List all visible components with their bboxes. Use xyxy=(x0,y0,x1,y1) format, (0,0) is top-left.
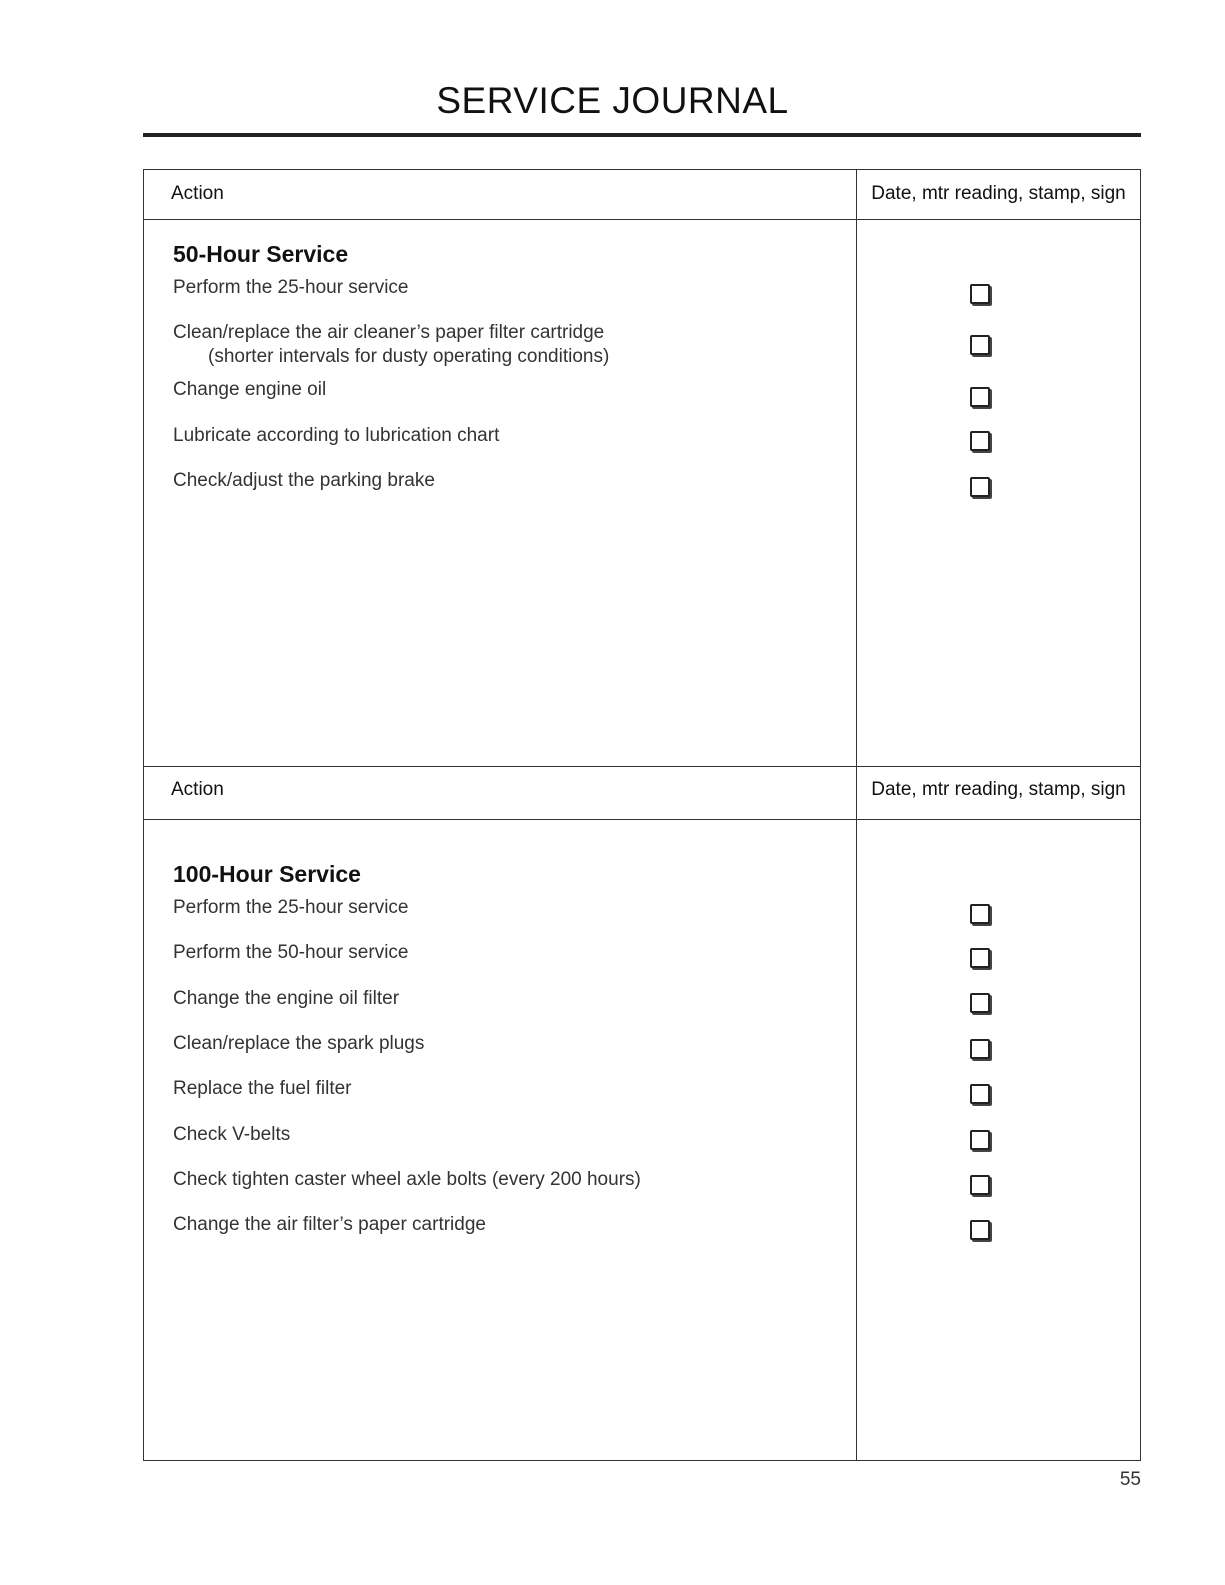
checkbox[interactable] xyxy=(970,1220,990,1240)
list-item: Change engine oil xyxy=(173,379,327,400)
page-number: 55 xyxy=(1119,1469,1141,1490)
header-date-label: Date, mtr reading, stamp, sign xyxy=(871,779,1126,800)
list-item: Lubricate according to lubrication chart xyxy=(173,425,500,446)
section-divider xyxy=(144,766,1140,767)
checkbox[interactable] xyxy=(970,1175,990,1195)
section-title-100-hour: 100-Hour Service xyxy=(173,861,361,887)
header-action-label: Action xyxy=(171,779,224,800)
checkbox[interactable] xyxy=(970,993,990,1013)
list-item: Perform the 50-hour service xyxy=(173,942,409,963)
checkbox[interactable] xyxy=(970,1039,990,1059)
list-item: Replace the fuel filter xyxy=(173,1078,352,1099)
list-item xyxy=(173,321,609,369)
list-item: Change the engine oil filter xyxy=(173,988,400,1009)
checkbox[interactable] xyxy=(970,1130,990,1150)
checkbox[interactable] xyxy=(970,431,990,451)
checkbox[interactable] xyxy=(970,948,990,968)
list-item: Check tighten caster wheel axle bolts (every 200 hours) xyxy=(173,1169,641,1190)
list-item: Perform the 25-hour service xyxy=(173,897,409,918)
header-divider-2 xyxy=(144,819,1140,820)
header-divider-1 xyxy=(144,219,1140,220)
list-item: Change the air filter’s paper cartridge xyxy=(173,1214,486,1235)
list-item-text: Clean/replace the air cleaner’s paper filter cartridge xyxy=(173,322,605,343)
service-journal-table xyxy=(143,169,1141,1461)
list-item: Check/adjust the parking brake xyxy=(173,470,435,491)
checkbox[interactable] xyxy=(970,335,990,355)
checkbox[interactable] xyxy=(970,904,990,924)
header-date-label: Date, mtr reading, stamp, sign xyxy=(871,183,1126,204)
list-item: Perform the 25-hour service xyxy=(173,277,409,298)
page-title: SERVICE JOURNAL xyxy=(436,80,789,121)
column-divider xyxy=(856,170,857,1460)
checkbox[interactable] xyxy=(970,1084,990,1104)
list-item: Check V-belts xyxy=(173,1124,291,1145)
checkbox[interactable] xyxy=(970,387,990,407)
checkbox[interactable] xyxy=(970,284,990,304)
section-title-50-hour: 50-Hour Service xyxy=(173,241,349,267)
list-item: Clean/replace the spark plugs xyxy=(173,1033,425,1054)
title-rule xyxy=(143,133,1141,137)
list-item-subtext: (shorter intervals for dusty operating conditions) xyxy=(208,346,610,367)
header-action-label: Action xyxy=(171,183,224,204)
checkbox[interactable] xyxy=(970,477,990,497)
